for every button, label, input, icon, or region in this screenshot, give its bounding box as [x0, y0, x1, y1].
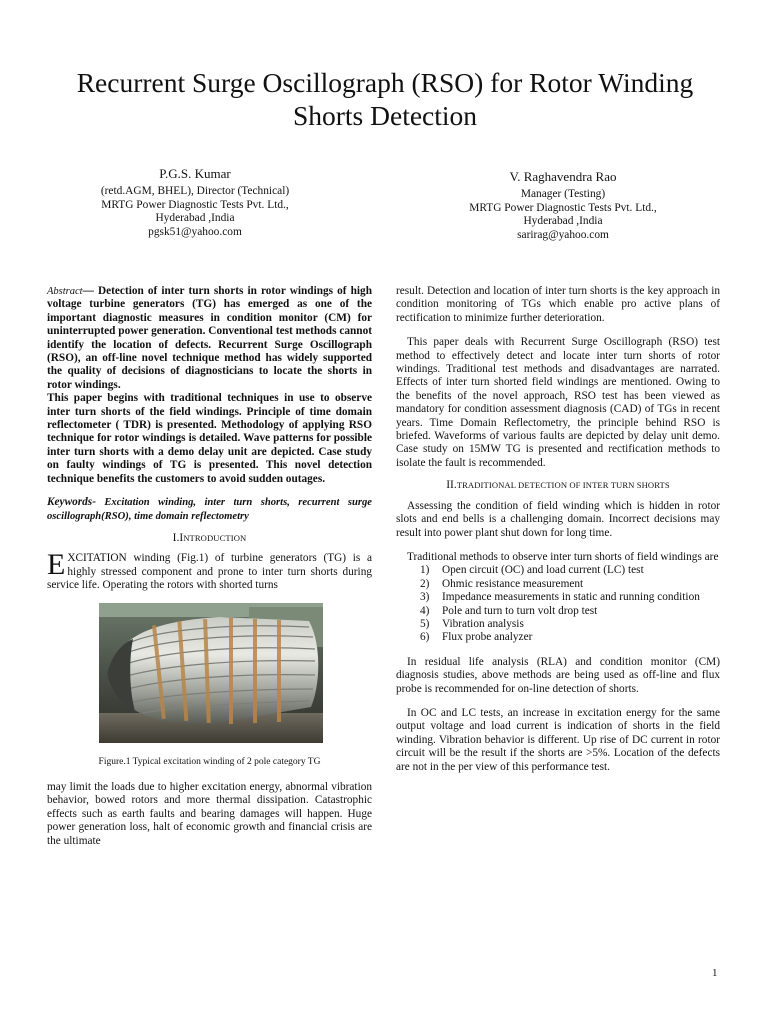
abstract-text: Detection of inter turn shorts in rotor windings of high voltage turbine generators (TG) has emerged as one of the important diagnostic measures in condition monitor (CM) for uninterrupted power generation. Conventional test methods cannot identify the location of defects. Recurrent Surge Oscillograph (RSO), an off-line novel technique method has widely supported the quality of decisions of diagnosticians to locate the shorts in rotor windings. [47, 285, 372, 391]
list-item: 1) Open circuit (OC) and load current (LC) test [420, 564, 644, 577]
figure-excitation-winding [99, 603, 323, 743]
author-block-kumar [60, 166, 330, 239]
keywords-text: Excitation winding, inter turn shorts, recurrent surge oscillograph(RSO), time domain reflectometry [47, 497, 372, 522]
author-email[interactable]: sarirag@yahoo.com [517, 228, 609, 241]
author-name: V. Raghavendra Rao [509, 169, 617, 184]
author-organization: MRTG Power Diagnostic Tests Pvt. Ltd., [469, 201, 657, 214]
abstract-label: Abstract [47, 286, 83, 297]
figure-caption: Figure.1 Typical excitation winding of 2 pole category TG [98, 756, 321, 767]
author-affiliation: (retd.AGM, BHEL), Director (Technical) [100, 185, 290, 197]
intro-paragraph-3: result. Detection and location of inter turn shorts is the key approach in condition monitoring of TGs which enable pro active plans of rectification to minimize further deterioration. [396, 285, 720, 324]
right-column [396, 285, 720, 774]
list-item: 5) Vibration analysis [420, 617, 524, 630]
paper-title: Recurrent Surge Oscillograph (RSO) for Rotor Winding Shorts Detection [76, 67, 694, 131]
list-item: 4) Pole and turn to turn volt drop test [420, 604, 598, 617]
drop-cap: E [47, 548, 66, 582]
intro-paragraph-4: This paper deals with Recurrent Surge Oscillograph (RSO) test method to effectively detect and locate inter turn shorts of rotor windings. Traditional test methods and disadvantages are narrated. Effects of inter turn shorted field windings are mentioned. Owing to the benefits of the novel approach, RSO test has been viewed as mandatory for condition assessment diagnosis (CAD) of TGs in recent years. Time Domain Reflectometry, the principle behind RSO is briefed. Waveforms of various faults are depicted by delay unit demo. Case study on 15MW TG is presented and rectification methods to isolate the fault is recommended. [396, 336, 720, 469]
section2-paragraph-3: In residual life analysis (RLA) and condition monitor (CM) diagnosis studies, above methods are being used as off-line and flux probe is recommended for on-line detection of shorts. [396, 655, 720, 695]
author-affiliation: Manager (Testing) [520, 188, 606, 200]
section-heading-traditional-detection: II.TRADITIONAL DETECTION OF INTER TURN SHORTS [446, 479, 670, 492]
author-block-rao [428, 169, 698, 242]
author-location: Hyderabad ,India [523, 215, 603, 228]
list-item: 6) Flux probe analyzer [420, 631, 533, 644]
author-organization: MRTG Power Diagnostic Tests Pvt. Ltd., [101, 198, 289, 211]
left-column [47, 285, 372, 848]
list-item: 3) Impedance measurements in static and running condition [420, 591, 700, 604]
intro-paragraph-1: EXCITATION winding (Fig.1) of turbine generators (TG) is a highly stressed component and prone to inter turn shorts during service life. Operating the rotors with shorted turns [47, 548, 372, 592]
abstract-dash: — [82, 285, 94, 297]
section2-paragraph-2: Traditional methods to observe inter turn shorts of field windings are [407, 550, 719, 563]
traditional-methods-list [396, 564, 720, 644]
list-item: 2) Ohmic resistance measurement [420, 577, 584, 590]
author-location: Hyderabad ,India [155, 212, 235, 225]
abstract-paragraph [47, 285, 372, 392]
abstract-paragraph-2: This paper begins with traditional techniques in use to observe inter turn shorts of the field windings. Principle of time domain reflectometer ( TDR) is presented. Methodology of applying RSO technique for rotor windings is detailed. Wave patterns for possible inter turn shorts with a demo delay unit are depicted. Case study on faulty windings of TG is presented. This novel detection technique benefits the customers to avoid sudden outages. [47, 392, 372, 485]
section2-paragraph-1: Assessing the condition of field winding which is hidden in rotor slots and end bells is a challenging domain. Incorrect decisions may result into power plant shut down for long time. [396, 499, 720, 539]
intro-paragraph-2: may limit the loads due to higher excitation energy, abnormal vibration behavior, bowed rotors and more thermal dissipation. Catastrophic effects such as earth faults and bearing damages will happen. Huge power generation loss, halt of economic growth and financial crisis are the ultimate [47, 780, 372, 847]
section2-paragraph-4: In OC and LC tests, an increase in excitation energy for the same output voltage and load current is indication of shorts in the field winding. Vibration behavior is different. Up rise of DC current in rotor circuit will be the result if the shorts are >5%. Location of the defects are not in the per view of this performance test. [396, 706, 720, 773]
keywords [47, 496, 372, 523]
author-email[interactable]: pgsk51@yahoo.com [148, 225, 242, 238]
section-heading-introduction: I.INTRODUCTION [172, 531, 247, 544]
keywords-label: Keywords- [47, 496, 96, 509]
author-name: P.G.S. Kumar [159, 166, 231, 181]
winding-photo [99, 603, 323, 743]
page-number: 1 [712, 967, 718, 979]
